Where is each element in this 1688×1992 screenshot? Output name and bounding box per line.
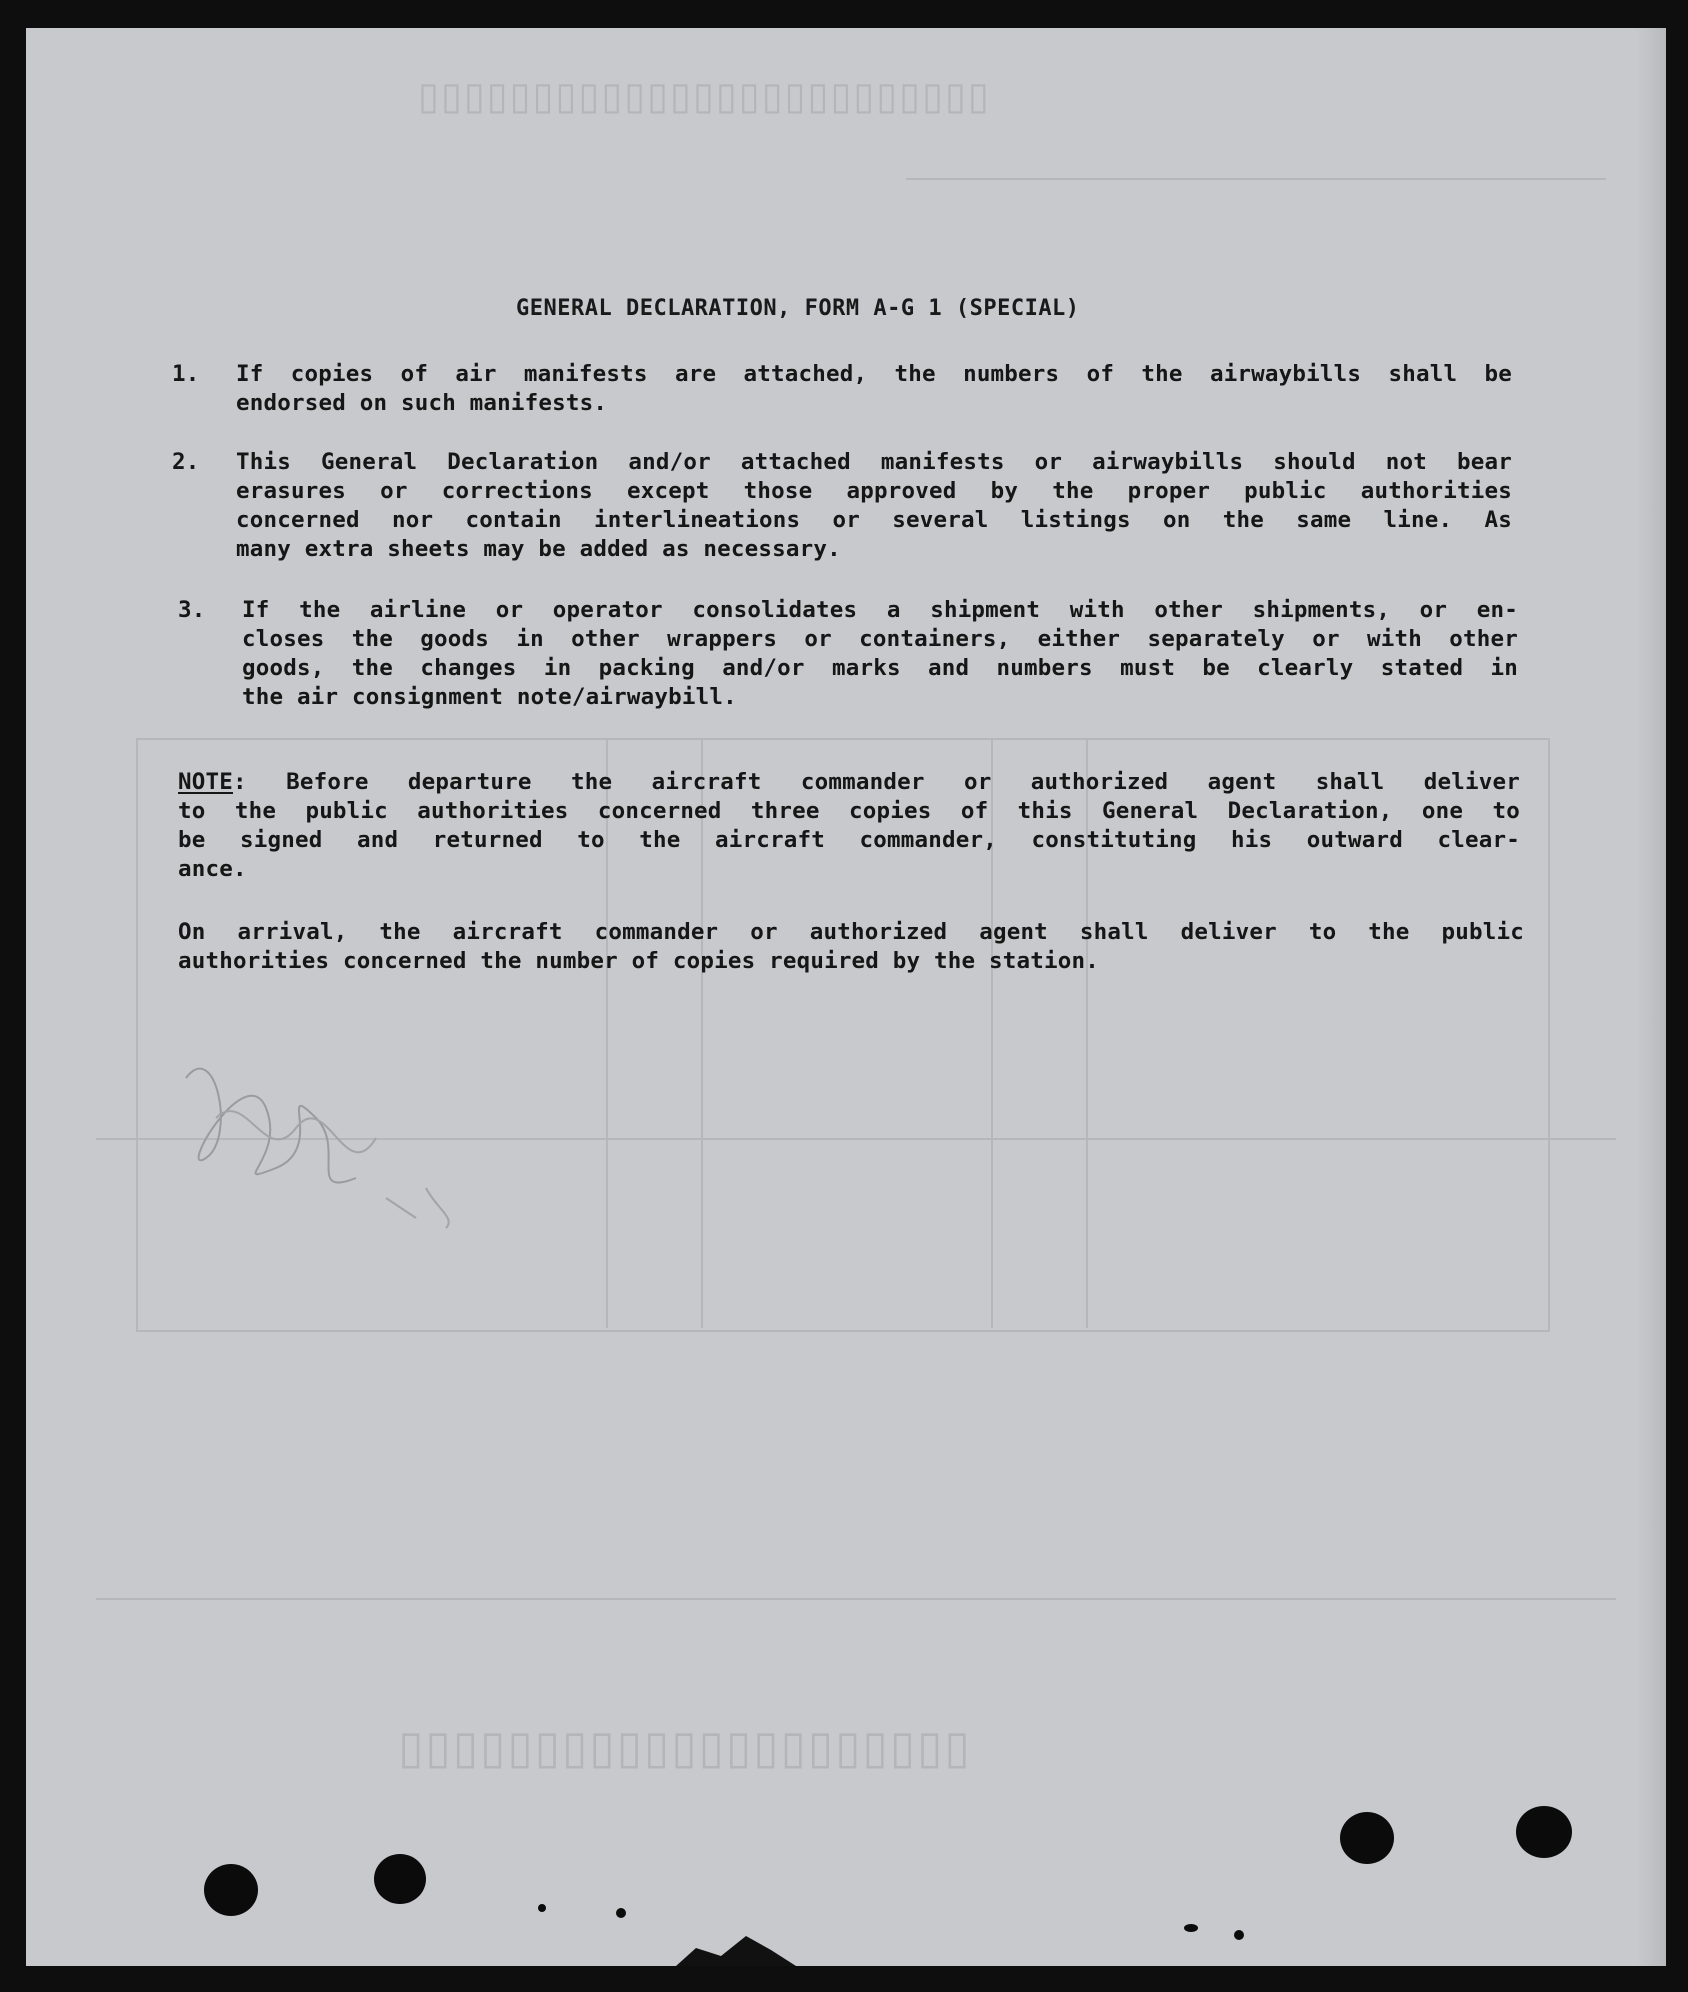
note-first-line bbox=[178, 768, 1520, 797]
item-number: 1. bbox=[172, 361, 200, 387]
speck-mark bbox=[538, 1904, 546, 1912]
note-paragraph bbox=[178, 768, 1520, 884]
speck-mark bbox=[1234, 1930, 1244, 1940]
show-through-line bbox=[96, 1598, 1616, 1600]
arrival-line: On arrival, the aircraft commander or authorized agent shall deliver to the public bbox=[178, 919, 1524, 945]
punch-hole bbox=[374, 1854, 426, 1904]
speck-mark bbox=[1184, 1924, 1198, 1932]
item-line: This General Declaration and/or attached manifests or airwaybills should not bear bbox=[236, 449, 1512, 475]
note-line: to the public authorities concerned three copies of this General Declaration, one to bbox=[178, 798, 1520, 824]
item-line: many extra sheets may be added as necessary. bbox=[236, 536, 841, 562]
torn-edge-mark bbox=[666, 1928, 806, 1966]
punch-hole bbox=[204, 1864, 258, 1916]
page-edge-shadow bbox=[1636, 28, 1666, 1966]
show-through-line bbox=[906, 178, 1606, 180]
show-through-text: ▯▯▯▯▯▯▯▯▯▯▯▯▯▯▯▯▯▯▯▯▯ bbox=[396, 1728, 970, 1782]
item-line: closes the goods in other wrappers or containers, either separately or with other bbox=[242, 626, 1518, 652]
item-line: If the airline or operator consolidates a shipment with other shipments, or en- bbox=[242, 597, 1518, 623]
item-number: 2. bbox=[172, 449, 200, 475]
note-first-line-text: : Before departure the aircraft commander or authorized agent shall deliver bbox=[233, 769, 1520, 795]
document-page bbox=[26, 28, 1666, 1966]
show-through-text: ▯▯▯▯▯▯▯▯▯▯▯▯▯▯▯▯▯▯▯▯▯▯▯▯▯ bbox=[416, 80, 989, 125]
item-line: If copies of air manifests are attached, the numbers of the airwaybills shall be bbox=[236, 361, 1512, 387]
speck-mark bbox=[616, 1908, 626, 1918]
item-line: erasures or corrections except those approved by the proper public authorities bbox=[236, 478, 1512, 504]
item-line: the air consignment note/airwaybill. bbox=[242, 684, 737, 710]
note-label: NOTE bbox=[178, 769, 233, 795]
punch-hole bbox=[1516, 1806, 1572, 1858]
item-number: 3. bbox=[178, 597, 206, 623]
item-line: endorsed on such manifests. bbox=[236, 390, 608, 416]
arrival-line: authorities concerned the number of copies required by the station. bbox=[178, 948, 1099, 974]
pencil-scribble bbox=[156, 1018, 476, 1248]
note-line: ance. bbox=[178, 856, 247, 882]
punch-hole bbox=[1340, 1812, 1394, 1864]
item-line: goods, the changes in packing and/or marks and numbers must be clearly stated in bbox=[242, 655, 1518, 681]
arrival-paragraph bbox=[178, 918, 1524, 976]
item-line: concerned nor contain interlineations or several listings on the same line. As bbox=[236, 507, 1512, 533]
note-line: be signed and returned to the aircraft commander, constituting his outward clear- bbox=[178, 827, 1520, 853]
page-title: GENERAL DECLARATION, FORM A-G 1 (SPECIAL) bbox=[516, 296, 1080, 321]
